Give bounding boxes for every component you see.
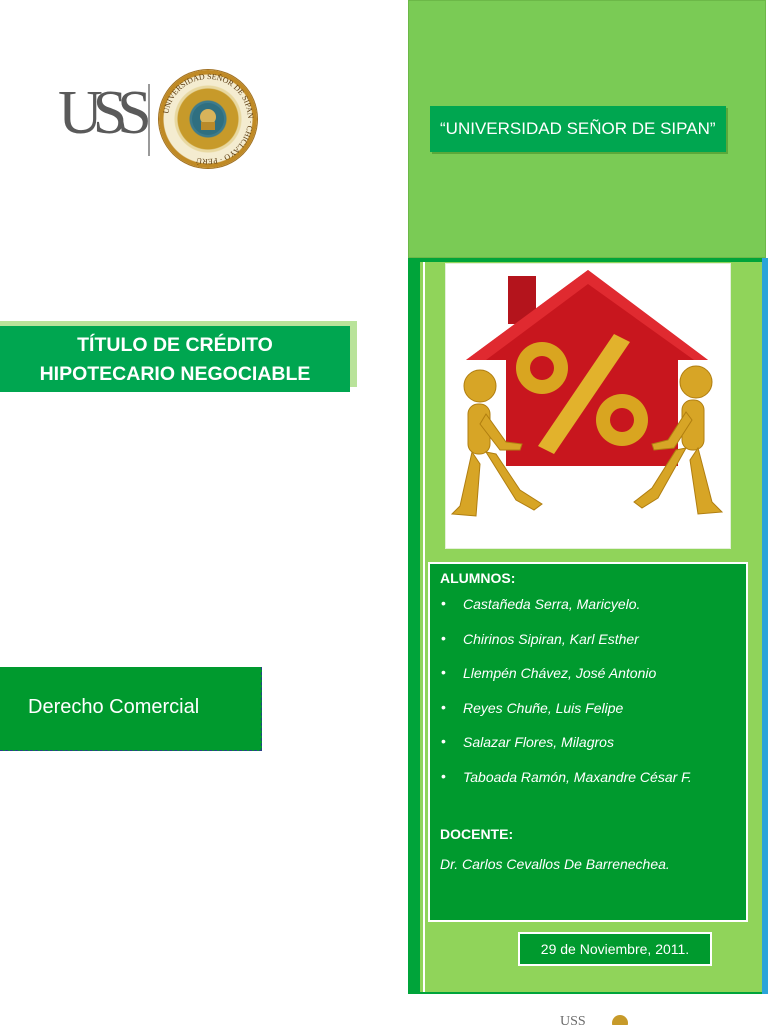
logo-divider [148, 84, 150, 156]
students-label: ALUMNOS: [440, 570, 516, 586]
date-label: 29 de Noviembre, 2011. [518, 932, 712, 966]
house-percent-icon [446, 264, 730, 548]
list-item: • Reyes Chuñe, Luis Felipe [440, 700, 736, 735]
svg-text:USS: USS [560, 1014, 586, 1025]
students-list [440, 596, 736, 803]
uss-wordmark: USS [58, 79, 142, 147]
panel-edge [762, 258, 768, 994]
seal-text: UNIVERSIDAD SEÑOR DE SIPAN · CHICLAYO · PERÚ [161, 71, 256, 167]
teacher-name: Dr. Carlos Cevallos De Barrenechea. [440, 856, 670, 872]
list-item: • Taboada Ramón, Maxandre César F. [440, 769, 736, 804]
house-percent-illustration [446, 264, 730, 548]
university-seal-icon [159, 70, 257, 168]
university-name: “UNIVERSIDAD SEÑOR DE SIPAN” [430, 106, 726, 152]
teacher-label: DOCENTE: [440, 826, 514, 842]
university-logo [58, 70, 258, 170]
list-item: • Castañeda Serra, Maricyelo. [440, 596, 736, 631]
list-item: • Llempén Chávez, José Antonio [440, 665, 736, 700]
list-item: • Salazar Flores, Milagros [440, 734, 736, 769]
title-line-2: HIPOTECARIO NEGOCIABLE [39, 363, 311, 385]
document-title [0, 326, 350, 392]
list-item: • Chirinos Sipiran, Karl Esther [440, 631, 736, 666]
seal-ring-text [159, 70, 257, 168]
footer-logo-icon [560, 1012, 628, 1024]
title-line-1: TÍTULO DE CRÉDITO [77, 334, 273, 356]
panel-divider [423, 262, 425, 992]
students-box [428, 562, 748, 922]
course-name: Derecho Comercial [0, 667, 262, 751]
